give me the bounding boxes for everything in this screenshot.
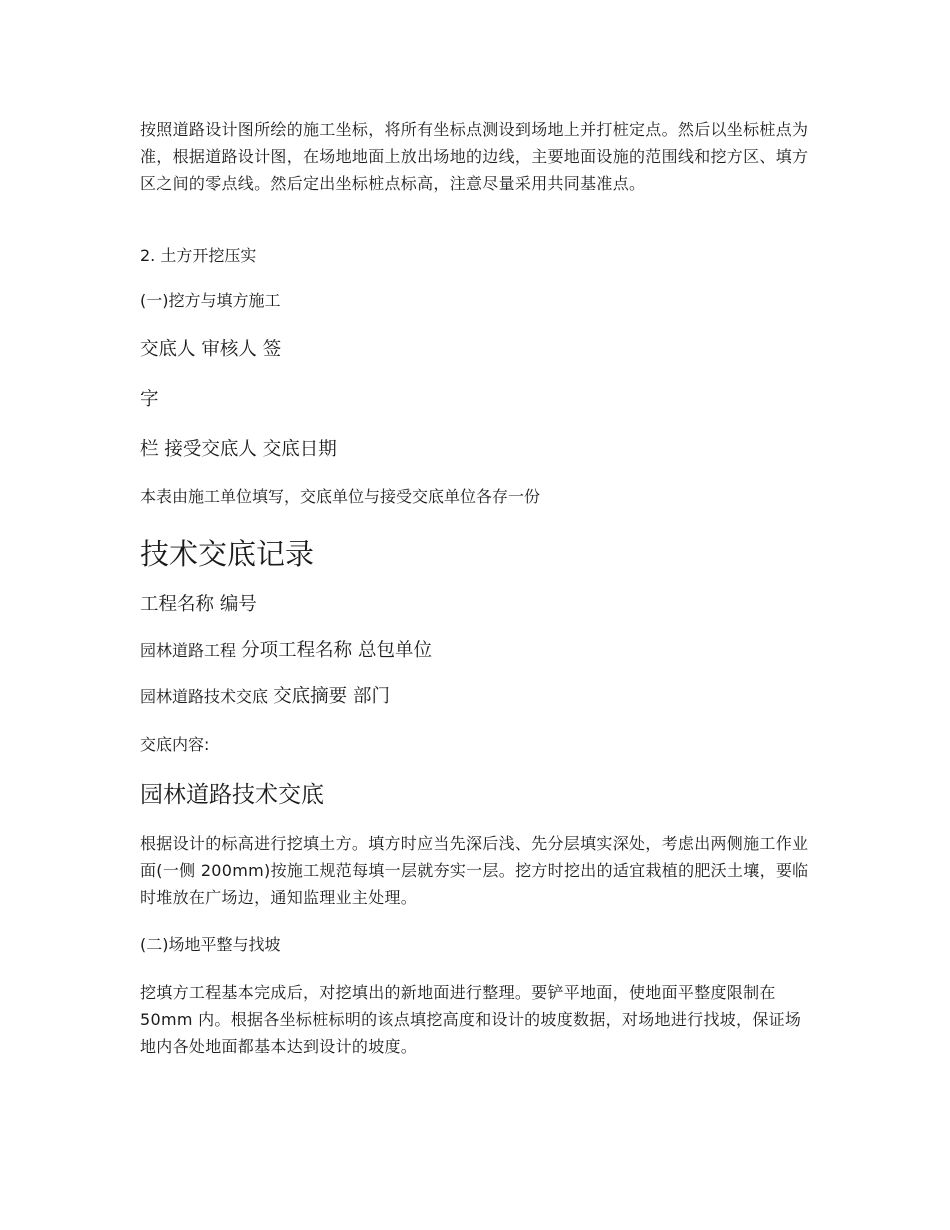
intro-paragraph: 按照道路设计图所绘的施工坐标，将所有坐标点测设到场地上并打桩定点。然后以坐标桩点为准，根据道路设计图，在场地地面上放出场地的边线，主要地面设施的范围线和挖方区、填方区之间的零点线。然后定出坐标桩点标高，注意尽量采用共同基准点。 [140, 120, 809, 193]
project-row-name: 园林道路工程 [140, 641, 237, 660]
paragraph-leveling: 挖填方工程基本完成后，对挖填出的新地面进行整理。要铲平地面，使地面平整度限制在 50mm 内。根据各坐标桩标明的该点填挖高度和设计的坡度数据，对场地进行找坡，保证场地内各处地面都基本达到设计的坡度。 [140, 983, 802, 1056]
content-title: 园林道路技术交底 [140, 782, 324, 808]
signature-line-3: 栏 接受交底人 交底日期 [140, 439, 337, 460]
summary-row [140, 684, 390, 710]
form-note: 本表由施工单位填写，交底单位与接受交底单位各存一份 [140, 487, 541, 506]
signature-line-1: 交底人 审核人 签 [140, 339, 282, 360]
summary-row-name: 园林道路技术交底 [140, 687, 269, 706]
project-name-line: 工程名称 编号 [140, 594, 257, 615]
subsection-heading-cut-fill: (一)挖方与填方施工 [140, 291, 281, 310]
project-row [140, 638, 432, 664]
paragraph-excavation: 根据设计的标高进行挖填土方。填方时应当先深后浅、先分层填实深处，考虑出两侧施工作业面(一侧 200mm)按施工规范每填一层就夯实一层。挖方时挖出的适宜栽植的肥沃土壤，要临时堆放在广场边，通知监理业主处理。 [140, 834, 809, 907]
summary-row-fields: 交底摘要 部门 [273, 686, 390, 707]
record-title: 技术交底记录 [140, 537, 315, 571]
content-label: 交底内容: [140, 735, 210, 754]
section-heading-earthwork: 2. 土方开挖压实 [140, 246, 257, 265]
signature-line-2: 字 [140, 389, 159, 410]
project-row-fields: 分项工程名称 总包单位 [241, 640, 432, 661]
subsection-heading-leveling: (二)场地平整与找坡 [140, 935, 281, 954]
